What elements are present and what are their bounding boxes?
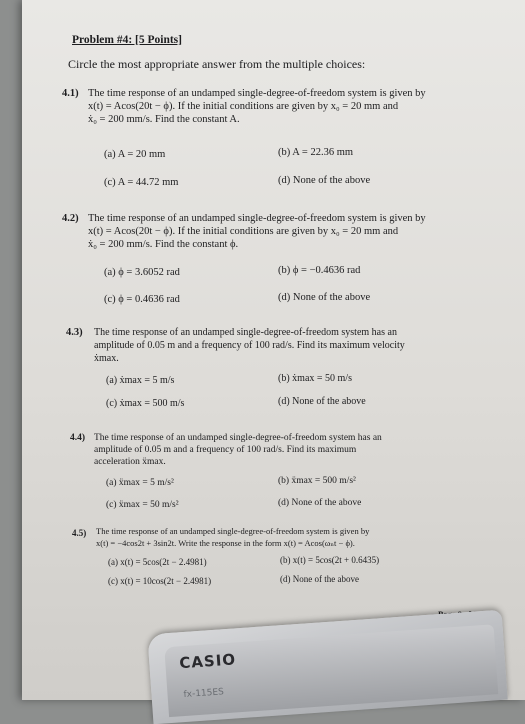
answer-option[interactable]: (d) None of the above: [280, 574, 359, 584]
answer-option[interactable]: (a) A = 20 mm: [104, 149, 166, 160]
answer-option[interactable]: (d) None of the above: [278, 292, 371, 303]
question-text-line: ẋmax.: [94, 353, 119, 364]
answer-option[interactable]: (c) ẋmax = 500 m/s: [106, 398, 185, 409]
answer-option[interactable]: (a) ẋmax = 5 m/s: [106, 375, 175, 386]
answer-option[interactable]: (d) None of the above: [278, 498, 362, 508]
calculator-brand: CASIO: [178, 650, 237, 673]
question-text-line: The time response of an undamped single-degree-of-freedom system is given by: [88, 213, 426, 224]
calculator-model: fx-115ES: [183, 687, 225, 701]
answer-option[interactable]: (b) x(t) = 5cos(2t + 0.6435): [280, 555, 380, 565]
exam-page: [22, 0, 525, 700]
question-text-line: The time response of an undamped single-degree-of-freedom system is given by: [96, 526, 370, 536]
question-text-line: x(t) = −4cos2t + 3sin2t. Write the response in the form x(t) = Acos(ωₙt − ϕ).: [96, 538, 355, 548]
answer-option[interactable]: (c) ẍmax = 50 m/s²: [106, 500, 179, 510]
question-text-line: ẋ₀ = 200 mm/s. Find the constant A.: [88, 114, 240, 125]
calculator-face: [164, 624, 498, 717]
answer-option[interactable]: (d) None of the above: [278, 175, 371, 186]
problem-instruction: Circle the most appropriate answer from the multiple choices:: [68, 57, 366, 71]
answer-option[interactable]: (b) A = 22.36 mm: [278, 147, 354, 158]
question-text-line: acceleration ẍmax.: [94, 457, 166, 467]
question-number: 4.3): [66, 327, 83, 338]
question-text-line: amplitude of 0.05 m and a frequency of 100 rad/s. Find its maximum velocity: [94, 340, 405, 351]
problem-title: Problem #4: [5 Points]: [72, 34, 182, 46]
answer-option[interactable]: (a) ϕ = 3.6052 rad: [104, 267, 180, 278]
question-number: 4.1): [62, 88, 79, 99]
question-text-line: The time response of an undamped single-degree-of-freedom system has an: [94, 433, 382, 443]
question-number: 4.5): [72, 528, 87, 538]
question-text-line: The time response of an undamped single-degree-of-freedom system has an: [94, 327, 397, 338]
answer-option[interactable]: (b) ẍmax = 500 m/s²: [278, 476, 356, 486]
question-number: 4.4): [70, 433, 86, 443]
answer-option[interactable]: (b) ẋmax = 50 m/s: [278, 373, 352, 384]
answer-option[interactable]: (c) x(t) = 10cos(2t − 2.4981): [108, 576, 212, 586]
question-text-line: The time response of an undamped single-degree-of-freedom system is given by: [88, 88, 426, 99]
answer-option[interactable]: (c) A = 44.72 mm: [104, 177, 179, 188]
question-text-line: x(t) = Acos(20t − ϕ). If the initial conditions are given by x₀ = 20 mm and: [88, 101, 399, 112]
answer-option[interactable]: (c) ϕ = 0.4636 rad: [104, 294, 180, 305]
question-text-line: ẋ₀ = 200 mm/s. Find the constant ϕ.: [88, 239, 239, 250]
exam-sheet: [22, 0, 525, 700]
answer-option[interactable]: (b) ϕ = −0.4636 rad: [278, 265, 361, 276]
question-text-line: amplitude of 0.05 m and a frequency of 100 rad/s. Find its maximum: [94, 445, 357, 455]
question-number: 4.2): [62, 213, 79, 224]
answer-option[interactable]: (a) x(t) = 5cos(2t − 2.4981): [108, 557, 207, 567]
answer-option[interactable]: (a) ẍmax = 5 m/s²: [106, 478, 174, 488]
answer-option[interactable]: (d) None of the above: [278, 396, 366, 407]
question-text-line: x(t) = Acos(20t − ϕ). If the initial conditions are given by x₀ = 20 mm and: [88, 226, 399, 237]
